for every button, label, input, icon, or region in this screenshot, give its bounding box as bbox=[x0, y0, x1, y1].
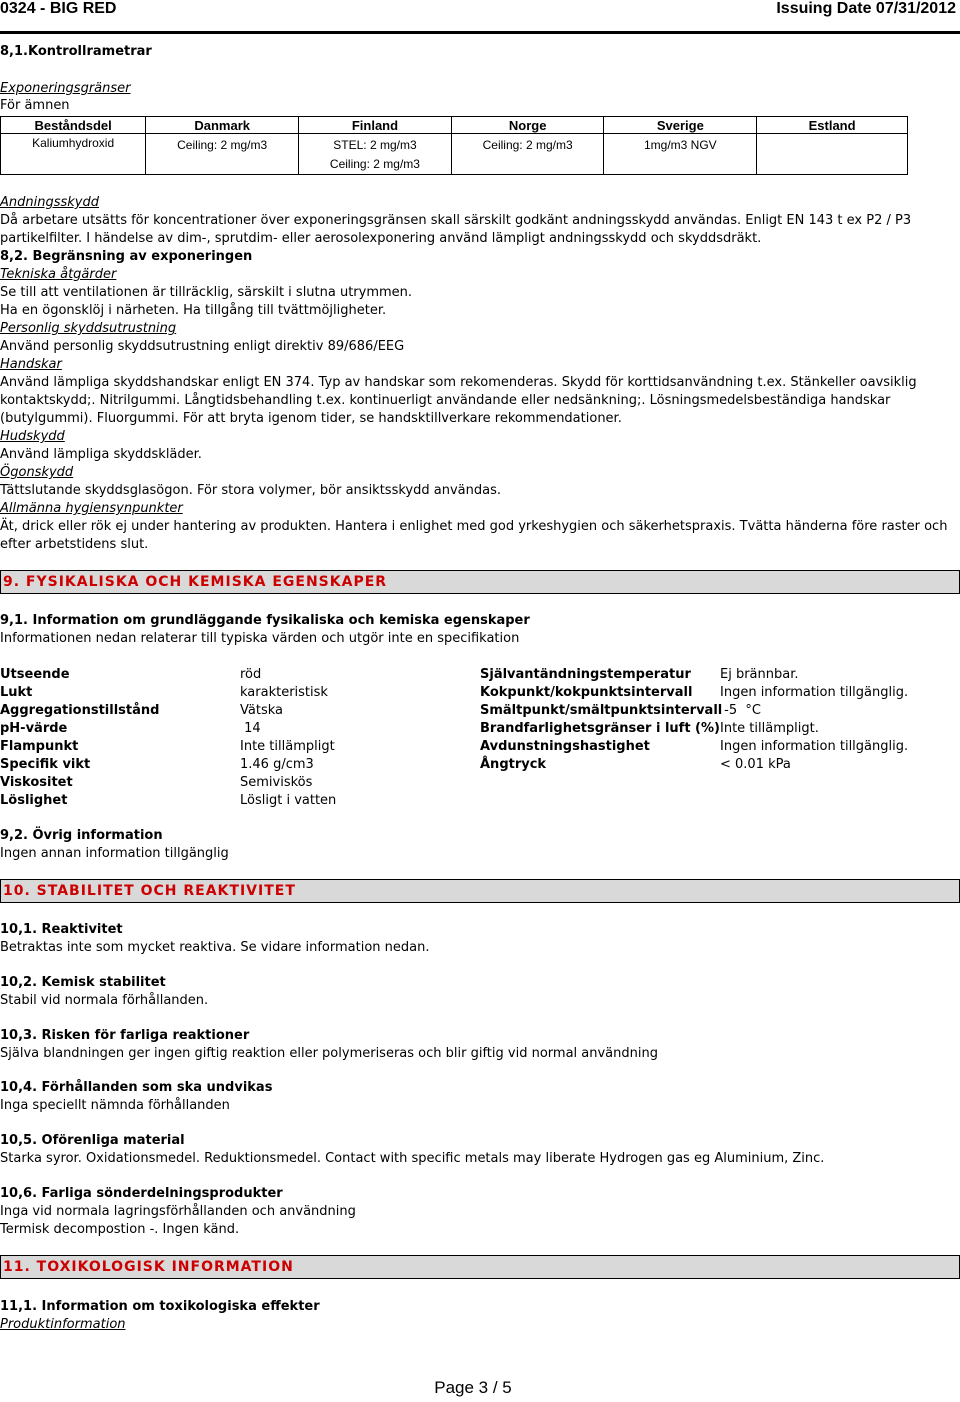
prop-value: 14 bbox=[240, 721, 261, 736]
section-10-2-text: Stabil vid normala förhållanden. bbox=[0, 993, 209, 1008]
prop-label: Ångtryck bbox=[480, 757, 547, 772]
prop-value: röd bbox=[240, 667, 262, 682]
skin-protection-text: Använd lämpliga skyddskläder. bbox=[0, 447, 202, 462]
table-row bbox=[1, 134, 908, 175]
eye-protection-text: Tättslutande skyddsglasögon. För stora volymer, bör ansiktsskydd användas. bbox=[0, 483, 501, 498]
prop-label: Flampunkt bbox=[0, 739, 79, 754]
section-10-5-title: 10,5. Oförenliga material bbox=[0, 1133, 185, 1148]
col-header-finland: Finland bbox=[299, 117, 452, 134]
respiratory-text-2: partikelfilter. I händelse av dim-, sprutdim- eller aerosolexponering använd lämpligt andningsskydd och skyddsdräkt. bbox=[0, 231, 762, 246]
prop-value: < 0.01 kPa bbox=[720, 757, 791, 772]
section-10-4-title: 10,4. Förhållanden som ska undvikas bbox=[0, 1080, 273, 1095]
hygiene-text-2: efter arbetstidens slut. bbox=[0, 537, 149, 552]
respiratory-heading: Andningsskydd bbox=[0, 195, 99, 210]
technical-measures-heading: Tekniska åtgärder bbox=[0, 267, 117, 282]
col-header-component: Beståndsdel bbox=[1, 117, 146, 134]
skin-protection-heading: Hudskydd bbox=[0, 429, 65, 444]
respiratory-text-1: Då arbetare utsätts för koncentrationer över exponeringsgränsen skall särskilt godkänt andningsskydd användas. Enligt EN 143 t ex P2 / P3 bbox=[0, 213, 912, 228]
section-11-band: 11. TOXIKOLOGISK INFORMATION bbox=[0, 1255, 960, 1279]
col-header-sverige: Sverige bbox=[604, 117, 757, 134]
hygiene-text-1: Ät, drick eller rök ej under hantering av produkten. Hantera i enlighet med god yrkeshygien och säkerhetspraxis. Tvätta händerna före raster och bbox=[0, 519, 948, 534]
gloves-heading: Handskar bbox=[0, 357, 62, 372]
prop-label: Självantändningstemperatur bbox=[480, 667, 691, 682]
prop-value: -5 °C bbox=[720, 703, 761, 718]
prop-label: Lukt bbox=[0, 685, 33, 700]
section-10-6-text-2: Termisk decompostion -. Ingen känd. bbox=[0, 1222, 240, 1237]
table-header-row bbox=[1, 117, 908, 134]
prop-value: Inte tillämpligt. bbox=[720, 721, 819, 736]
prop-label: Smältpunkt/smältpunktsintervall bbox=[480, 703, 723, 718]
prop-label: pH-värde bbox=[0, 721, 68, 736]
product-info-heading: Produktinformation bbox=[0, 1317, 126, 1332]
for-substances-label: För ämnen bbox=[0, 98, 70, 113]
prop-label: Aggregationstillstånd bbox=[0, 703, 160, 718]
gloves-text-2: kontaktskydd;. Nitrilgummi. Långtidsbehandling t.ex. kontinuerligt användande eller nedsänkning;. Lösningsmedelsbeständiga handskar bbox=[0, 393, 891, 408]
prop-value: Ej brännbar. bbox=[720, 667, 799, 682]
prop-label: Specifik vikt bbox=[0, 757, 91, 772]
section-9-2-title: 9,2. Övrig information bbox=[0, 828, 163, 843]
doc-product-name: 0324 - BIG RED bbox=[0, 0, 117, 17]
prop-value: Lösligt i vatten bbox=[240, 793, 337, 808]
page-number: Page 3 / 5 bbox=[434, 1378, 512, 1397]
exposure-limits-heading: Exponeringsgränser bbox=[0, 81, 131, 96]
section-10-1-text: Betraktas inte som mycket reaktiva. Se vidare information nedan. bbox=[0, 940, 430, 955]
col-header-norge: Norge bbox=[451, 117, 604, 134]
section-10-1-title: 10,1. Reaktivitet bbox=[0, 922, 123, 937]
section-10-3-title: 10,3. Risken för farliga reaktioner bbox=[0, 1028, 250, 1043]
section-10-2-title: 10,2. Kemisk stabilitet bbox=[0, 975, 166, 990]
section-10-4-text: Inga speciellt nämnda förhållanden bbox=[0, 1098, 230, 1113]
prop-value: Vätska bbox=[240, 703, 283, 718]
section-10-6-title: 10,6. Farliga sönderdelningsprodukter bbox=[0, 1186, 283, 1201]
col-header-estland: Estland bbox=[757, 117, 908, 134]
cell-sverige: 1mg/m3 NGV bbox=[604, 134, 757, 175]
technical-measures-text-1: Se till att ventilationen är tillräcklig, särskilt i slutna utrymmen. bbox=[0, 285, 413, 300]
cell-finland: STEL: 2 mg/m3 Ceiling: 2 mg/m3 bbox=[299, 134, 452, 175]
prop-label: Löslighet bbox=[0, 793, 68, 808]
prop-label: Viskositet bbox=[0, 775, 73, 790]
section-11-1-title: 11,1. Information om toxikologiska effekter bbox=[0, 1299, 320, 1314]
ppe-heading: Personlig skyddsutrustning bbox=[0, 321, 177, 336]
header-rule bbox=[0, 31, 960, 34]
section-9-band: 9. FYSIKALISKA OCH KEMISKA EGENSKAPER bbox=[0, 570, 960, 594]
cell-danmark: Ceiling: 2 mg/m3 bbox=[146, 134, 299, 175]
prop-value: Semiviskös bbox=[240, 775, 313, 790]
ppe-text: Använd personlig skyddsutrustning enligt direktiv 89/686/EEG bbox=[0, 339, 405, 354]
prop-label: Utseende bbox=[0, 667, 70, 682]
section-8-2-title: 8,2. Begränsning av exponeringen bbox=[0, 249, 253, 264]
section-10-band: 10. STABILITET OCH REAKTIVITET bbox=[0, 879, 960, 903]
section-9-2-text: Ingen annan information tillgänglig bbox=[0, 846, 229, 861]
prop-value: karakteristisk bbox=[240, 685, 328, 700]
cell-substance: Kaliumhydroxid bbox=[1, 134, 146, 175]
doc-issuing-date: Issuing Date 07/31/2012 bbox=[776, 0, 956, 17]
section-10-6-text-1: Inga vid normala lagringsförhållanden och användning bbox=[0, 1204, 356, 1219]
cell-norge: Ceiling: 2 mg/m3 bbox=[451, 134, 604, 175]
col-header-danmark: Danmark bbox=[146, 117, 299, 134]
section-10-5-text: Starka syror. Oxidationsmedel. Reduktionsmedel. Contact with specific metals may liberate Hydrogen gas eg Aluminium, Zinc. bbox=[0, 1151, 825, 1166]
section-9-1-text: Informationen nedan relaterar till typiska värden och utgör inte en specifikation bbox=[0, 631, 520, 646]
cell-estland bbox=[757, 134, 908, 175]
prop-label: Avdunstningshastighet bbox=[480, 739, 650, 754]
prop-label: Brandfarlighetsgränser i luft (%) bbox=[480, 721, 720, 736]
section-10-3-text: Själva blandningen ger ingen giftig reaktion eller polymeriseras och blir giftig vid normal användning bbox=[0, 1046, 658, 1061]
section-9-1-title: 9,1. Information om grundläggande fysikaliska och kemiska egenskaper bbox=[0, 613, 530, 628]
prop-value: 1.46 g/cm3 bbox=[240, 757, 314, 772]
exposure-limits-table bbox=[0, 116, 908, 175]
prop-label: Kokpunkt/kokpunktsintervall bbox=[480, 685, 693, 700]
technical-measures-text-2: Ha en ögonsklöj i närheten. Ha tillgång till tvättmöjligheter. bbox=[0, 303, 387, 318]
gloves-text-1: Använd lämpliga skyddshandskar enligt EN 374. Typ av handskar som rekomenderas. Skydd för korttidsanvändning t.ex. Stänkeller oavsiklig bbox=[0, 375, 917, 390]
section-8-1-title: 8,1.Kontrollrametrar bbox=[0, 44, 152, 59]
gloves-text-3: (butylgummi). Fluorgummi. För att bryta igenom tider, se handsktillverkare rekommendationer. bbox=[0, 411, 622, 426]
prop-value: Ingen information tillgänglig. bbox=[720, 685, 909, 700]
hygiene-heading: Allmänna hygiensynpunkter bbox=[0, 501, 183, 516]
prop-value: Ingen information tillgänglig. bbox=[720, 739, 909, 754]
prop-value: Inte tillämpligt bbox=[240, 739, 335, 754]
eye-protection-heading: Ögonskydd bbox=[0, 465, 74, 480]
